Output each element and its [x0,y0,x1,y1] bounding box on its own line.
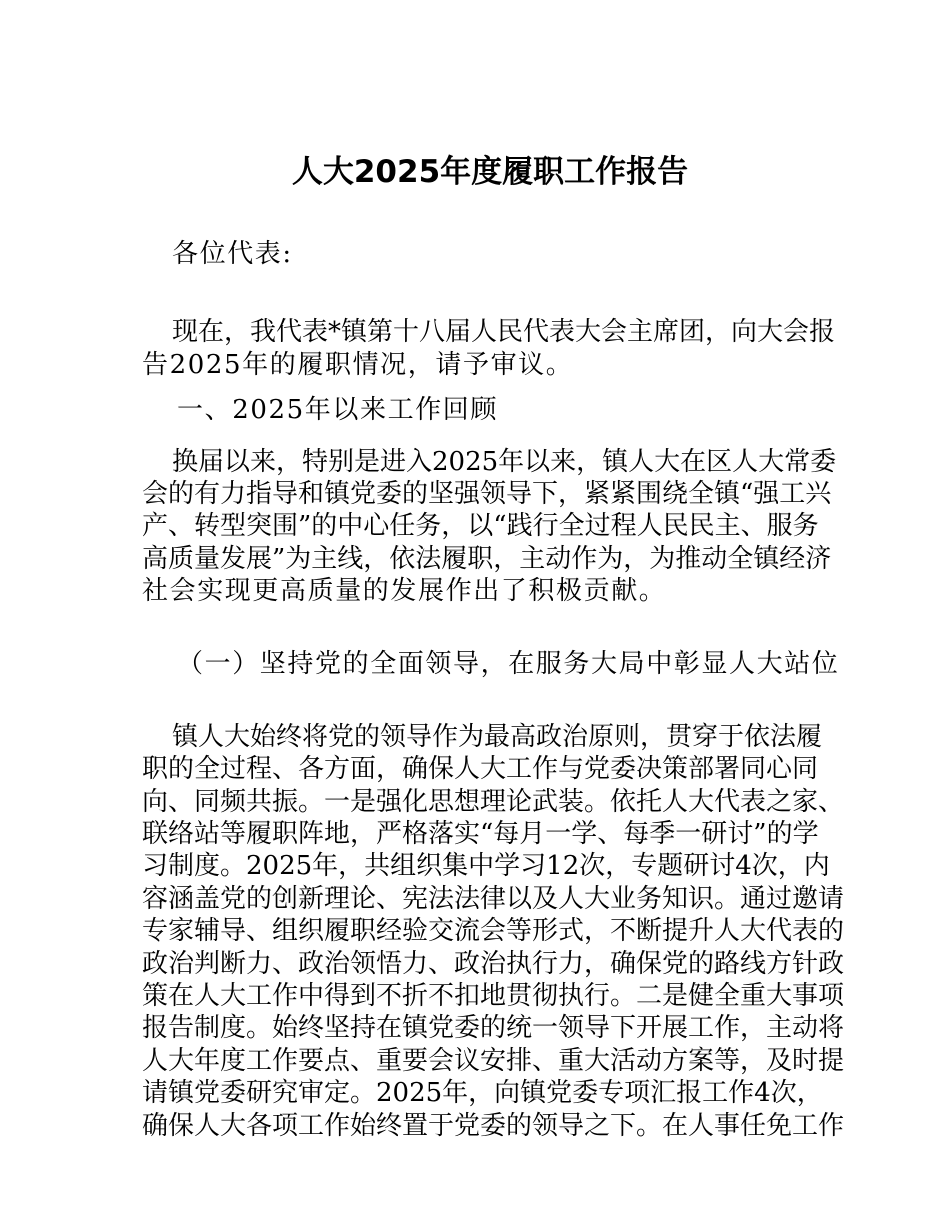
text-line: 换届以来，特别是进入2025年以来，镇人大在区人大常委 [172,446,837,477]
text-line: 现在，我代表*镇第十八届人民代表大会主席团，向大会报 [172,317,836,348]
text-line: （一）坚持党的全面领导，在服务大局中彰显人大站位 [177,648,840,679]
paragraph [142,446,837,608]
text-line: 确保人大各项工作始终置于党委的领导之下。在人事任免工作 [142,1110,845,1141]
paragraph [142,238,810,270]
text-line: 容涵盖党的创新理论、宪法法律以及人大业务知识。通过邀请 [142,883,845,914]
text-line: 专家辅导、组织履职经验交流会等形式，不断提升人大代表的 [142,916,845,947]
text-line: 告2025年的履职情况，请予审议。 [142,349,574,380]
section-heading [142,648,840,680]
text-line: 镇人大始终将党的领导作为最高政治原则，贯穿于依法履 [172,721,823,752]
text-line: 请镇党委研究审定。2025年，向镇党委专项汇报工作4次， [142,1078,823,1109]
text-line: 社会实现更高质量的发展作出了积极贡献。 [142,576,667,607]
text-line: 联络站等履职阵地，严格落实“每月一学、每季一研讨”的学 [142,819,819,850]
paragraph [142,316,836,381]
text-line: 政治判断力、政治领悟力、政治执行力，确保党的路线方针政 [142,948,845,979]
text-line: 人大年度工作要点、重要会议安排、重大活动方案等，及时提 [142,1045,845,1076]
text-line: 向、同频共振。一是强化思想理论武装。依托人大代表之家、 [142,786,845,817]
document-title: 人大2025年度履职工作报告 [291,154,689,190]
text-line: 产、转型突围”的中心任务，以“践行全过程人民民主、服务 [142,511,819,542]
section-heading [142,394,810,426]
text-line: 职的全过程、各方面，确保人大工作与党委决策部署同心同 [142,754,819,785]
document-body [142,238,845,1142]
text-line: 各位代表: [172,239,293,269]
text-line: 高质量发展”为主线，依法履职，主动作为，为推动全镇经济 [142,543,832,574]
text-line: 会的有力指导和镇党委的坚强领导下，紧紧围绕全镇“强工兴 [142,478,832,509]
text-line: 习制度。2025年，共组织集中学习12次，专题研讨4次，内 [142,851,830,882]
paragraph [142,721,845,1142]
text-line: 一、2025年以来工作回顾 [177,395,498,426]
text-line: 报告制度。始终坚持在镇党委的统一领导下开展工作，主动将 [142,1013,845,1044]
text-line: 策在人大工作中得到不折不扣地贯彻执行。二是健全重大事项 [142,981,845,1012]
